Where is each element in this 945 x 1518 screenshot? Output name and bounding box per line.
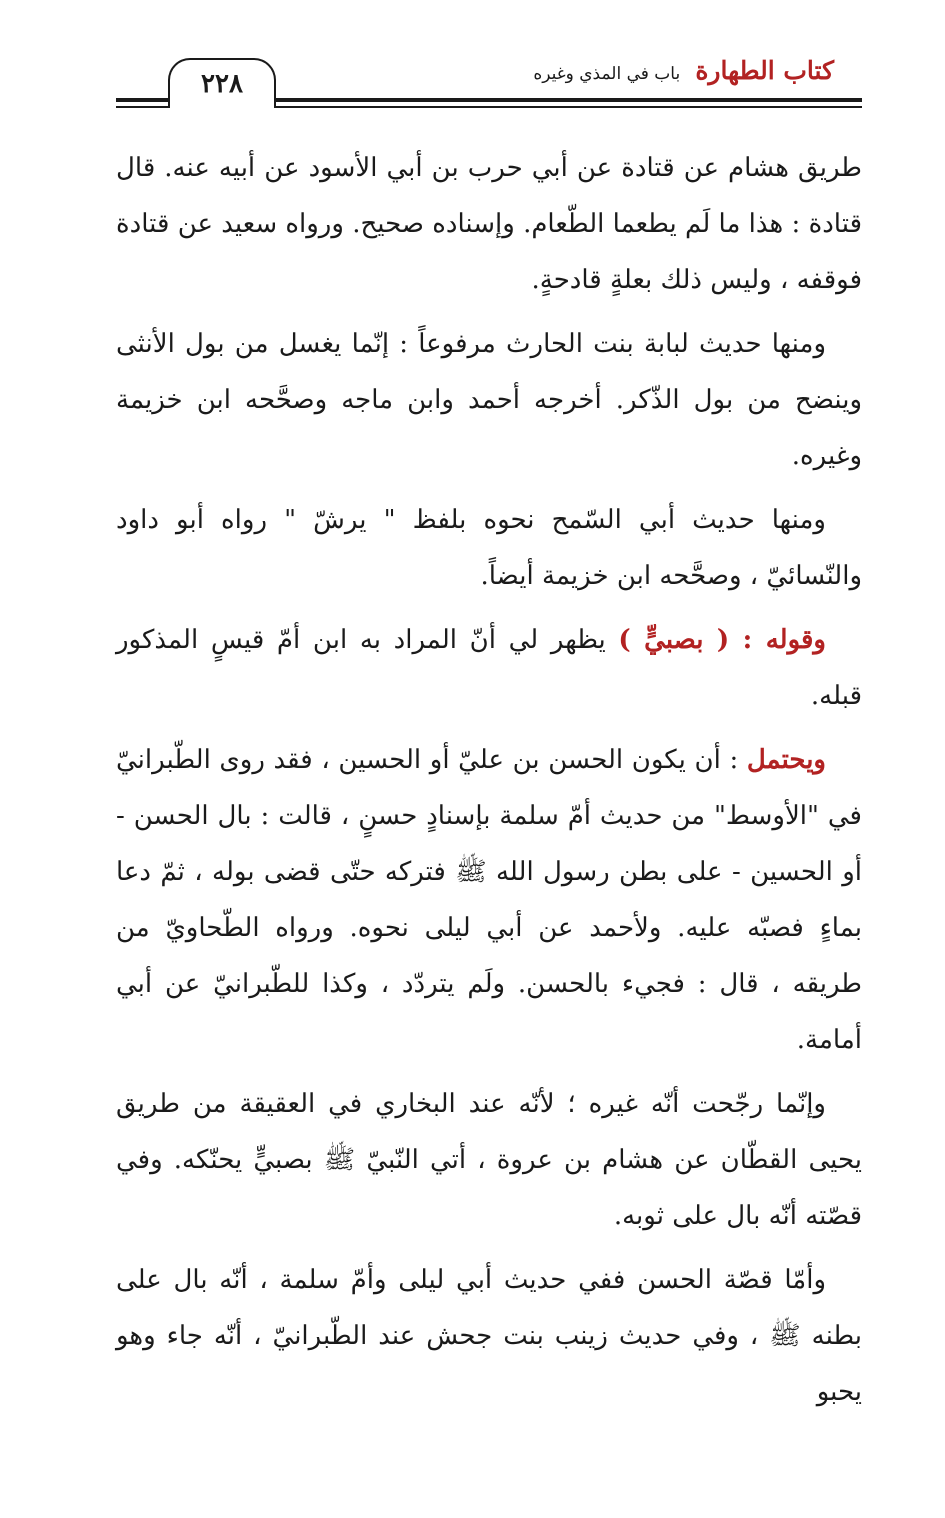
paragraph-lead: ويحتمل bbox=[746, 745, 826, 775]
page-number-box bbox=[168, 58, 276, 108]
paragraph bbox=[116, 1076, 862, 1244]
paragraph bbox=[116, 1252, 862, 1420]
paragraph-text: وأمّا قصّة الحسن ففي حديث أبي ليلى وأمّ سلمة ، أنّه بال على بطنه ﷺ ، وفي حديث زينب بنت جحش عند الطّبرانيّ ، أنّه جاء وهو يحبو bbox=[116, 1265, 862, 1407]
page-number: ٢٢٨ bbox=[201, 69, 243, 99]
page-header bbox=[116, 52, 862, 112]
paragraph bbox=[116, 612, 862, 724]
paragraph bbox=[116, 140, 862, 308]
book-title: كتاب الطهارة bbox=[695, 56, 834, 85]
paragraph bbox=[116, 732, 862, 1068]
page-body bbox=[116, 140, 862, 1428]
paragraph-text: طريق هشام عن قتادة عن أبي حرب بن أبي الأسود عن أبيه عنه. قال قتادة : هذا ما لَم يطعما الطّعام. وإسناده صحيح. ورواه سعيد عن قتادة فوقفه ، وليس ذلك بعلةٍ قادحةٍ. bbox=[116, 153, 862, 295]
paragraph bbox=[116, 492, 862, 604]
paragraph-text: : أن يكون الحسن بن عليّ أو الحسين ، فقد روى الطّبرانيّ في "الأوسط" من حديث أمّ سلمة بإسنادٍ حسنٍ ، قالت : بال الحسن - أو الحسين - على بطن رسول الله ﷺ فتركه حتّى قضى بوله ، ثمّ دعا بماءٍ فصبّه عليه. ولأحمد عن أبي ليلى نحوه. ورواه الطّحاويّ من طريقه ، قال : فجيء بالحسن. ولَم يتردّد ، وكذا للطّبرانيّ عن أبي أمامة. bbox=[116, 745, 862, 1055]
running-head bbox=[533, 56, 834, 85]
paragraph bbox=[116, 316, 862, 484]
paragraph-text: يظهر لي أنّ المراد به ابن أمّ قيسٍ المذكور قبله. bbox=[116, 625, 862, 711]
chapter-title: باب في المذي وغيره bbox=[533, 64, 681, 84]
paragraph-text: ومنها حديث أبي السّمح نحوه بلفظ " يرشّ " رواه أبو داود والنّسائيّ ، وصحَّحه ابن خزيمة أيضاً. bbox=[116, 505, 862, 591]
paragraph-text: ومنها حديث لبابة بنت الحارث مرفوعاً : إنّما يغسل من بول الأنثى وينضح من بول الذّكر. أخرجه أحمد وابن ماجه وصحَّحه ابن خزيمة وغيره. bbox=[116, 329, 863, 471]
paragraph-lead: وقوله : ( بصبيٍّ ) bbox=[618, 625, 826, 655]
paragraph-text: وإنّما رجّحت أنّه غيره ؛ لأنّه عند البخاري في العقيقة من طريق يحيى القطّان عن هشام بن عروة ، أتي النّبيّ ﷺ بصبيٍّ يحنّكه. وفي قصّته أنّه بال على ثوبه. bbox=[116, 1089, 862, 1231]
